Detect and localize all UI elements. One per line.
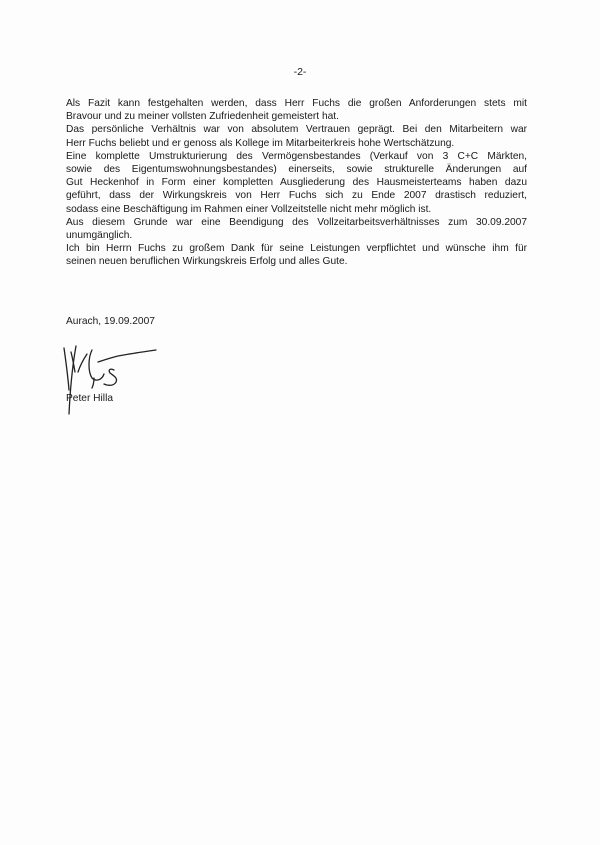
place-and-date: Aurach, 19.09.2007 <box>66 316 155 327</box>
body-line: unumgänglich. <box>66 230 133 242</box>
body-line: Aus diesem Grunde war eine Beendigung des Vollzeitarbeitsverhältnisses zum 30.09.2007 <box>66 216 527 228</box>
body-line: Bravour und zu meiner vollsten Zufriedenheit gemeistert hat. <box>66 111 339 123</box>
body-line: sodass eine Beschäftigung im Rahmen einer Vollzeitstelle nicht mehr möglich ist. <box>66 203 432 215</box>
body-line: geführt, dass der Wirkungskreis von Herr Fuchs sich zu Ende 2007 drastisch reduziert, <box>66 190 527 202</box>
body-line: Das persönliche Verhältnis war von absolutem Vertrauen geprägt. Bei den Mitarbeitern war <box>66 124 527 136</box>
handwritten-signature-icon <box>52 338 162 418</box>
body-line: seinen neuen beruflichen Wirkungskreis Erfolg und alles Gute. <box>66 256 348 268</box>
page-number: -2- <box>293 66 307 78</box>
body-line: Ich bin Herrn Fuchs zu großem Dank für seine Leistungen verpflichtet und wünsche ihm für <box>66 243 527 255</box>
body-line: Gut Heckenhof in Form einer kompletten Ausgliederung des Hausmeisterteams haben dazu <box>66 177 527 189</box>
signer-name: Peter Hilla <box>66 393 113 404</box>
letter-body <box>66 97 527 269</box>
body-line: Eine komplette Umstrukturierung des Vermögensbestandes (Verkauf von 3 C+C Märkten, <box>66 150 527 162</box>
body-line: Herr Fuchs beliebt und er genoss als Kollege im Mitarbeiterkreis hohe Wertschätzung. <box>66 137 455 149</box>
body-line: sowie des Eigentumswohnungsbestandes) einerseits, sowie strukturelle Änderungen auf <box>66 164 527 176</box>
body-line: Als Fazit kann festgehalten werden, dass Herr Fuchs die großen Anforderungen stets mit <box>66 98 527 109</box>
